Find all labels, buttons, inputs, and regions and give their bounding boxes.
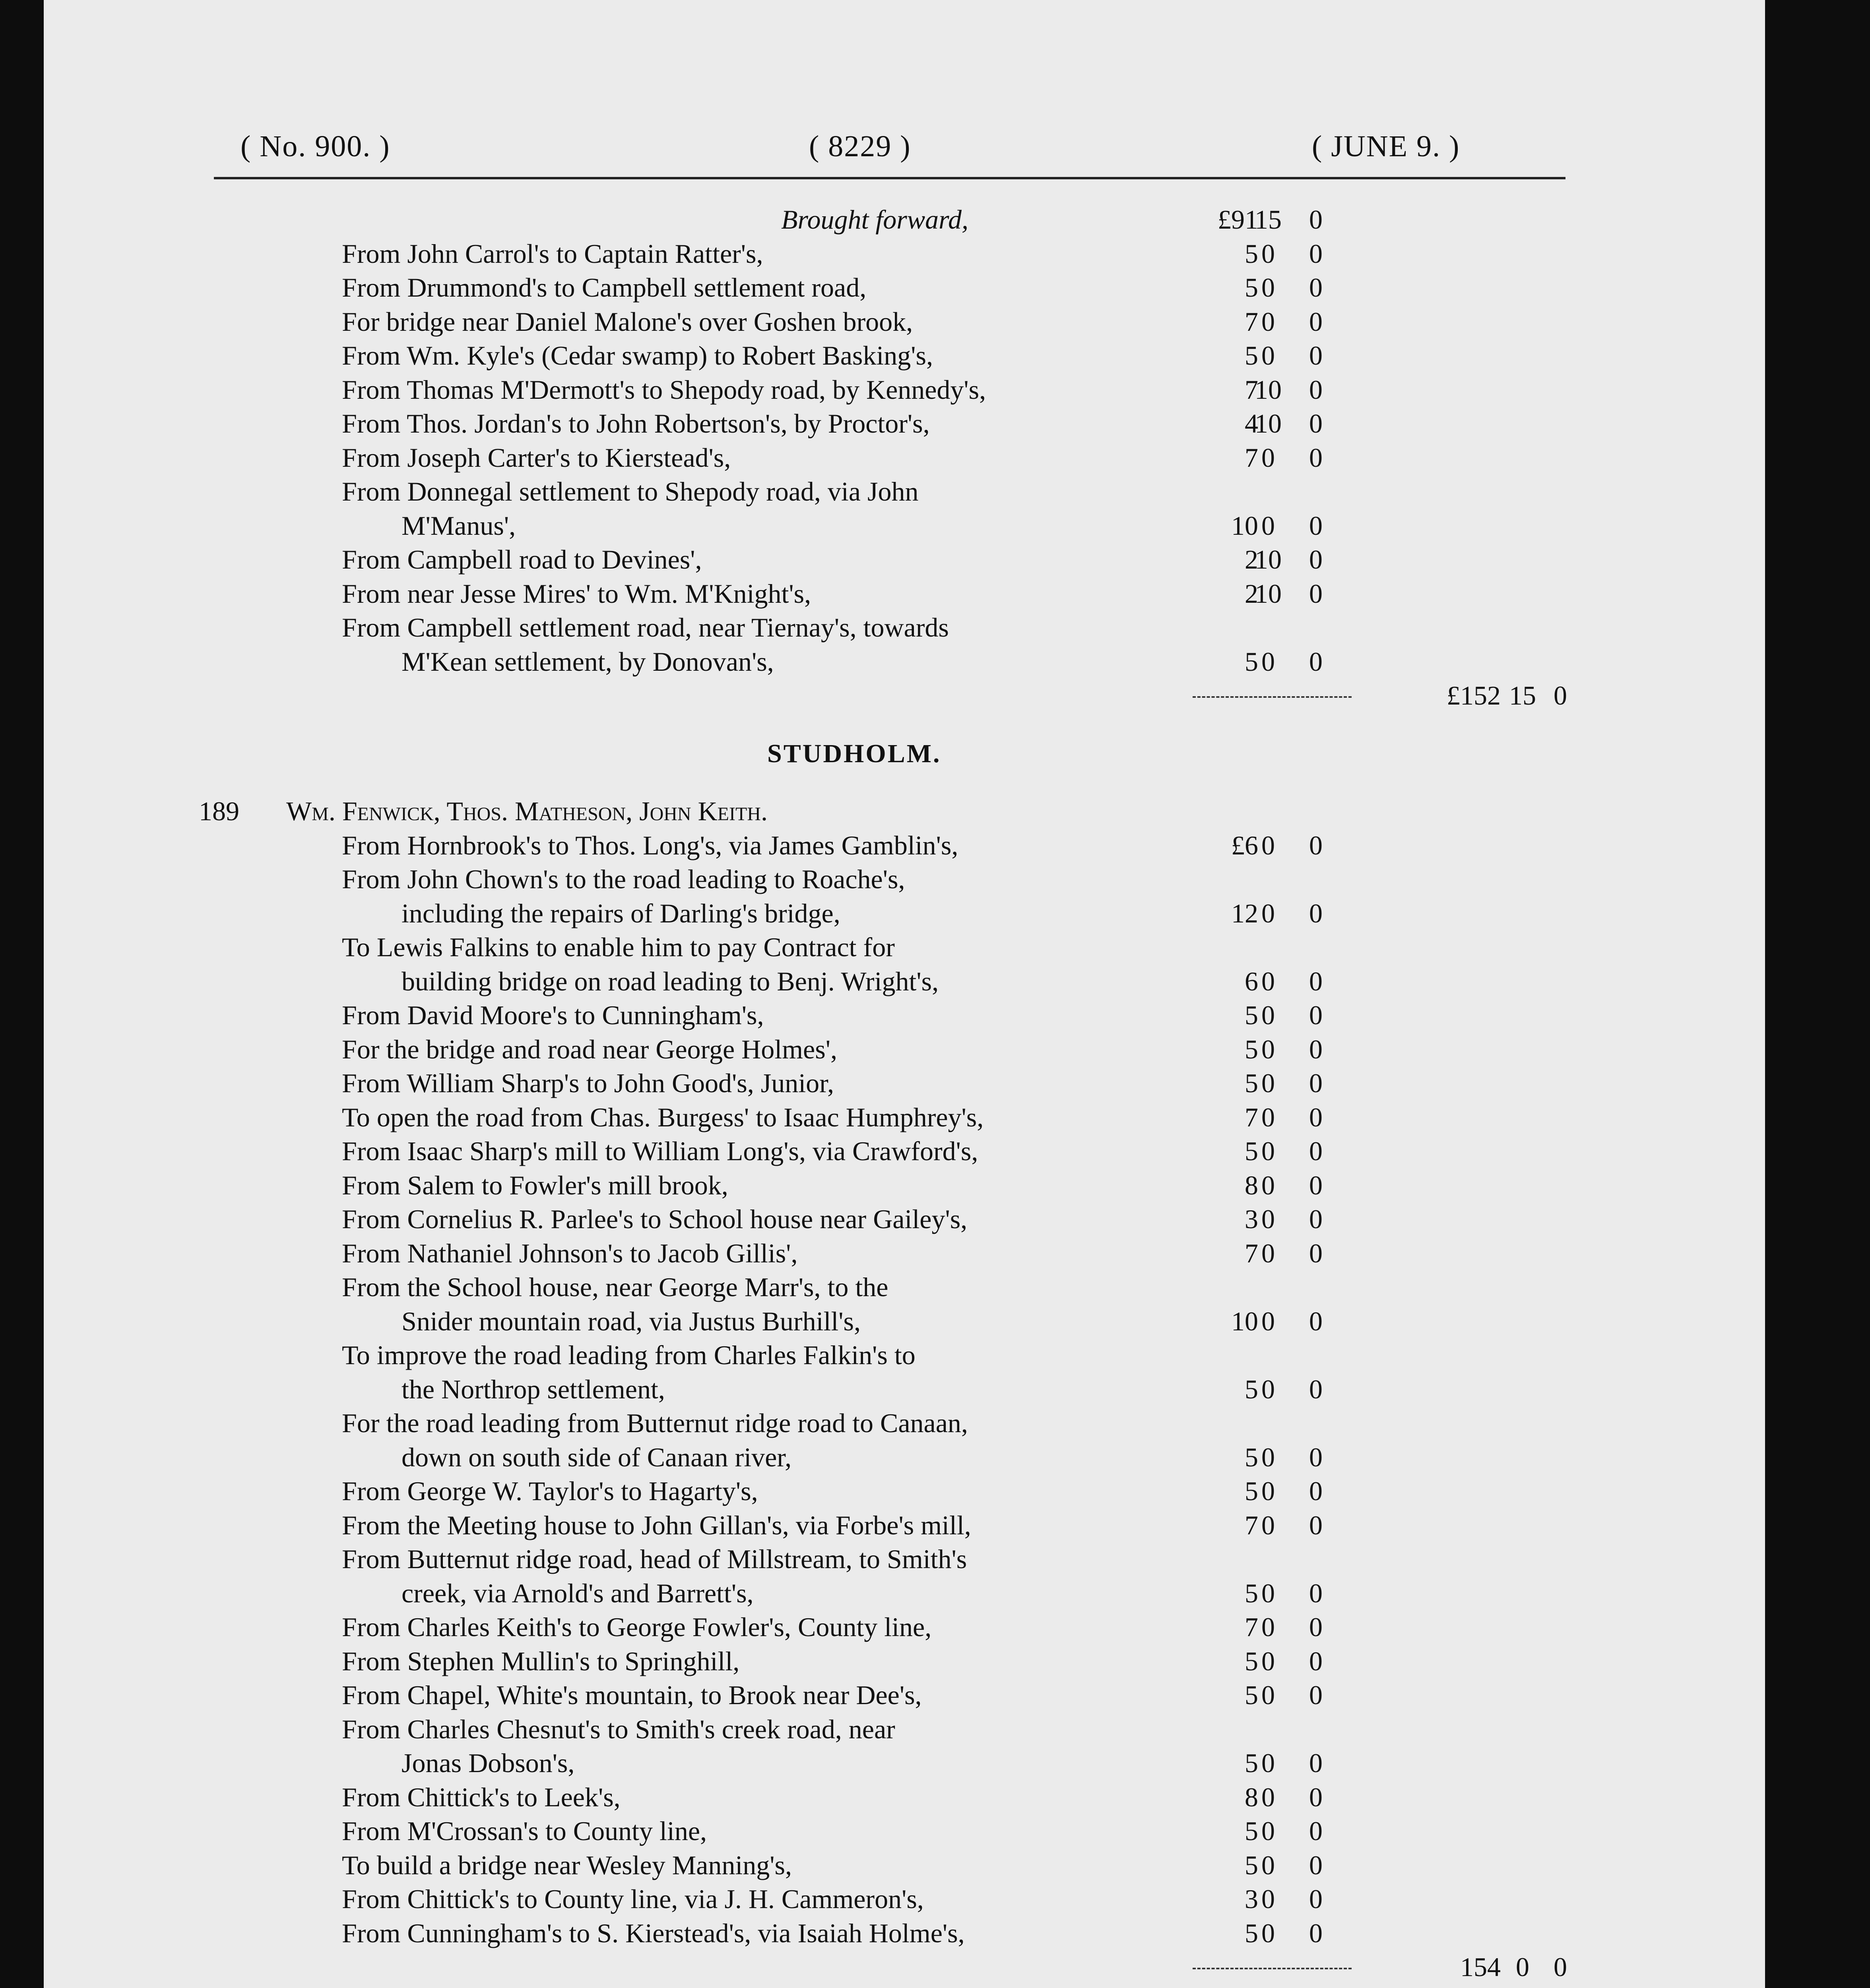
shillings: 0 bbox=[1261, 238, 1275, 269]
ledger-row bbox=[44, 373, 1765, 407]
item-description: From John Chown's to the road leading to Roache's, bbox=[342, 864, 905, 894]
item-description: From Cunningham's to S. Kierstead's, via Isaiah Holme's, bbox=[342, 1918, 965, 1948]
item-description: From Campbell road to Devines', bbox=[342, 544, 702, 575]
item-description: From Wm. Kyle's (Cedar swamp) to Robert Basking's, bbox=[342, 340, 933, 371]
item-description: From Chittick's to Leek's, bbox=[342, 1782, 621, 1812]
ledger-row bbox=[44, 577, 1765, 611]
pounds: 5 bbox=[1245, 1748, 1258, 1778]
pounds: 2 bbox=[1245, 578, 1258, 609]
ledger-row-continued bbox=[44, 645, 1765, 679]
item-description-continued: building bridge on road leading to Benj. Wright's, bbox=[402, 966, 939, 996]
pounds: 10 bbox=[1231, 1306, 1258, 1336]
ledger-row bbox=[44, 1101, 1765, 1135]
pence: 0 bbox=[1309, 1374, 1323, 1404]
pounds: 5 bbox=[1245, 1068, 1258, 1098]
page-number: ( 8229 ) bbox=[809, 130, 911, 163]
item-description-continued: including the repairs of Darling's bridge, bbox=[402, 898, 840, 928]
pence: 0 bbox=[1309, 1102, 1323, 1132]
ledger-row bbox=[44, 1644, 1765, 1679]
shillings: 0 bbox=[1261, 1476, 1275, 1506]
ledger-row bbox=[44, 271, 1765, 305]
ledger-row bbox=[44, 1610, 1765, 1644]
pence: 0 bbox=[1309, 510, 1323, 541]
pence: 0 bbox=[1309, 646, 1323, 677]
ledger-row-continued bbox=[44, 1576, 1765, 1611]
pounds: 5 bbox=[1245, 1850, 1258, 1880]
item-description-continued: down on south side of Canaan river, bbox=[402, 1442, 792, 1472]
pounds: 8 bbox=[1245, 1782, 1258, 1812]
pounds: 5 bbox=[1245, 1034, 1258, 1064]
pence: 0 bbox=[1309, 578, 1323, 609]
pence: 0 bbox=[1309, 1136, 1323, 1166]
pounds: 3 bbox=[1245, 1884, 1258, 1914]
shillings: 0 bbox=[1261, 1204, 1275, 1234]
pence: 0 bbox=[1309, 966, 1323, 996]
item-description: To improve the road leading from Charles Falkin's to bbox=[342, 1340, 916, 1370]
ledger-row bbox=[44, 1678, 1765, 1712]
pence: 0 bbox=[1309, 1918, 1323, 1948]
pence: 0 bbox=[1309, 1850, 1323, 1880]
total-row bbox=[44, 679, 1765, 713]
total-shillings: 15 bbox=[1509, 680, 1536, 711]
ledger-row bbox=[44, 1508, 1765, 1543]
pence: 0 bbox=[1309, 1612, 1323, 1642]
item-description: From Charles Keith's to George Fowler's, County line, bbox=[342, 1612, 932, 1642]
pounds: 5 bbox=[1245, 1136, 1258, 1166]
pence: 0 bbox=[1309, 1034, 1323, 1064]
ledger-row bbox=[44, 1033, 1765, 1067]
total-rule bbox=[1193, 696, 1352, 698]
ledger-row bbox=[44, 1542, 1765, 1576]
ledger-row bbox=[44, 1270, 1765, 1305]
pounds: 7 bbox=[1245, 1102, 1258, 1132]
pence: 0 bbox=[1309, 1646, 1323, 1676]
ledger-row bbox=[44, 998, 1765, 1033]
item-description: From Chittick's to County line, via J. H. Cammeron's, bbox=[342, 1884, 924, 1914]
shillings: 0 bbox=[1261, 1000, 1275, 1030]
shillings: 0 bbox=[1261, 1612, 1275, 1642]
ledger-row bbox=[44, 829, 1765, 863]
section-1-items bbox=[44, 237, 1765, 679]
total-pence: 0 bbox=[1554, 1952, 1567, 1982]
item-description-continued: creek, via Arnold's and Barrett's, bbox=[402, 1578, 754, 1608]
shillings: 0 bbox=[1261, 1238, 1275, 1268]
shillings: 0 bbox=[1261, 1102, 1275, 1132]
ledger-row bbox=[44, 1780, 1765, 1815]
item-description: From Charles Chesnut's to Smith's creek road, near bbox=[342, 1714, 895, 1744]
pence: 0 bbox=[1309, 1578, 1323, 1608]
shillings: 10 bbox=[1255, 374, 1282, 405]
shillings: 10 bbox=[1255, 408, 1282, 439]
brought-forward-row bbox=[44, 203, 1765, 237]
item-description: From Hornbrook's to Thos. Long's, via James Gamblin's, bbox=[342, 830, 958, 860]
item-description: From Nathaniel Johnson's to Jacob Gillis', bbox=[342, 1238, 798, 1268]
section-heading-studholm: STUDHOLM. bbox=[767, 739, 941, 768]
ledger-body bbox=[44, 203, 1765, 1988]
ledger-row-continued bbox=[44, 897, 1765, 931]
pounds: 2 bbox=[1245, 544, 1258, 575]
ledger-row bbox=[44, 543, 1765, 577]
ledger-row-continued bbox=[44, 965, 1765, 999]
shillings: 0 bbox=[1261, 1918, 1275, 1948]
pounds: £91 bbox=[1218, 204, 1258, 235]
item-description: From Drummond's to Campbell settlement road, bbox=[342, 272, 867, 303]
shillings: 0 bbox=[1261, 1034, 1275, 1064]
ledger-row bbox=[44, 1237, 1765, 1271]
pounds: 6 bbox=[1245, 966, 1258, 996]
item-description-continued: M'Manus', bbox=[402, 510, 516, 541]
date-label: ( JUNE 9. ) bbox=[1312, 130, 1460, 163]
item-description: From Isaac Sharp's mill to William Long's, via Crawford's, bbox=[342, 1136, 978, 1166]
shillings: 0 bbox=[1261, 1884, 1275, 1914]
pence: 0 bbox=[1309, 1884, 1323, 1914]
act-number: ( No. 900. ) bbox=[241, 130, 390, 163]
total-pence: 0 bbox=[1554, 680, 1567, 711]
shillings: 15 bbox=[1255, 204, 1282, 235]
pounds: 5 bbox=[1245, 1578, 1258, 1608]
shillings: 0 bbox=[1261, 1068, 1275, 1098]
item-description: From near Jesse Mires' to Wm. M'Knight's, bbox=[342, 578, 811, 609]
pence: 0 bbox=[1309, 1068, 1323, 1098]
ledger-row-continued bbox=[44, 509, 1765, 543]
entry-number: 189 bbox=[199, 796, 239, 826]
ledger-row bbox=[44, 1134, 1765, 1169]
header-rule bbox=[214, 177, 1565, 179]
item-description: From Butternut ridge road, head of Millstream, to Smith's bbox=[342, 1544, 967, 1574]
item-description: From George W. Taylor's to Hagarty's, bbox=[342, 1476, 758, 1506]
item-description-continued: M'Kean settlement, by Donovan's, bbox=[402, 646, 774, 677]
item-description: From Stephen Mullin's to Springhill, bbox=[342, 1646, 740, 1676]
studholm-items bbox=[44, 829, 1765, 1951]
pounds: 4 bbox=[1245, 408, 1258, 439]
pounds: 12 bbox=[1231, 898, 1258, 928]
shillings: 0 bbox=[1261, 646, 1275, 677]
ledger-row bbox=[44, 1474, 1765, 1508]
pounds: 10 bbox=[1231, 510, 1258, 541]
pence: 0 bbox=[1309, 1000, 1323, 1030]
shillings: 0 bbox=[1261, 1816, 1275, 1846]
ledger-row bbox=[44, 1882, 1765, 1916]
pounds: 7 bbox=[1245, 1510, 1258, 1540]
page-header bbox=[44, 129, 1765, 177]
item-description: To build a bridge near Wesley Manning's, bbox=[342, 1850, 792, 1880]
pounds: 7 bbox=[1245, 374, 1258, 405]
ledger-row bbox=[44, 862, 1765, 897]
pence: 0 bbox=[1309, 374, 1323, 405]
shillings: 0 bbox=[1261, 272, 1275, 303]
pence: 0 bbox=[1309, 898, 1323, 928]
pence: 0 bbox=[1309, 1782, 1323, 1812]
item-description: To Lewis Falkins to enable him to pay Contract for bbox=[342, 932, 895, 962]
ledger-row bbox=[44, 1202, 1765, 1237]
item-description: From Thomas M'Dermott's to Shepody road, by Kennedy's, bbox=[342, 374, 986, 405]
ledger-row bbox=[44, 930, 1765, 965]
document-page bbox=[44, 0, 1765, 1988]
pence: 0 bbox=[1309, 1306, 1323, 1336]
ledger-row bbox=[44, 407, 1765, 441]
ledger-row bbox=[44, 475, 1765, 509]
commissioners-row bbox=[44, 794, 1765, 829]
shillings: 0 bbox=[1261, 1850, 1275, 1880]
shillings: 0 bbox=[1261, 1442, 1275, 1472]
shillings: 0 bbox=[1261, 306, 1275, 337]
shillings: 0 bbox=[1261, 1578, 1275, 1608]
ledger-row bbox=[44, 1848, 1765, 1883]
brought-forward-label: Brought forward, bbox=[781, 204, 969, 235]
pence: 0 bbox=[1309, 1680, 1323, 1710]
total-shillings: 0 bbox=[1516, 1952, 1529, 1982]
pence: 0 bbox=[1309, 544, 1323, 575]
pence: 0 bbox=[1309, 830, 1323, 860]
item-description-continued: Snider mountain road, via Justus Burhill's, bbox=[402, 1306, 861, 1336]
item-description-continued: the Northrop settlement, bbox=[402, 1374, 665, 1404]
pounds: 5 bbox=[1245, 1000, 1258, 1030]
ledger-row-continued bbox=[44, 1441, 1765, 1475]
item-description-continued: Jonas Dobson's, bbox=[402, 1748, 575, 1778]
ledger-row bbox=[44, 1916, 1765, 1951]
total-pounds: 154 bbox=[1460, 1952, 1501, 1982]
shillings: 0 bbox=[1261, 1306, 1275, 1336]
ledger-row bbox=[44, 1169, 1765, 1203]
shillings: 0 bbox=[1261, 1646, 1275, 1676]
shillings: 0 bbox=[1261, 1510, 1275, 1540]
pounds: 8 bbox=[1245, 1170, 1258, 1200]
pence: 0 bbox=[1309, 408, 1323, 439]
item-description: For the road leading from Butternut ridge road to Canaan, bbox=[342, 1408, 968, 1438]
ledger-row-continued bbox=[44, 1373, 1765, 1407]
item-description: From John Carrol's to Captain Ratter's, bbox=[342, 238, 763, 269]
pounds: 3 bbox=[1245, 1204, 1258, 1234]
item-description: From William Sharp's to John Good's, Junior, bbox=[342, 1068, 834, 1098]
pounds: 5 bbox=[1245, 340, 1258, 371]
pence: 0 bbox=[1309, 1816, 1323, 1846]
pounds: 5 bbox=[1245, 238, 1258, 269]
pence: 0 bbox=[1309, 1238, 1323, 1268]
pence: 0 bbox=[1309, 204, 1323, 235]
commissioners: Wm. Fenwick, Thos. Matheson, John Keith. bbox=[286, 796, 768, 826]
ledger-row bbox=[44, 441, 1765, 475]
pounds: 7 bbox=[1245, 1612, 1258, 1642]
item-description: From David Moore's to Cunningham's, bbox=[342, 1000, 764, 1030]
pounds: £6 bbox=[1231, 830, 1258, 860]
item-description: From Joseph Carter's to Kierstead's, bbox=[342, 442, 731, 473]
shillings: 0 bbox=[1261, 898, 1275, 928]
pounds: 7 bbox=[1245, 306, 1258, 337]
pounds: 5 bbox=[1245, 1646, 1258, 1676]
pence: 0 bbox=[1309, 1476, 1323, 1506]
section-heading-row bbox=[44, 737, 1765, 771]
item-description: From Campbell settlement road, near Tiernay's, towards bbox=[342, 612, 949, 643]
pence: 0 bbox=[1309, 1170, 1323, 1200]
ledger-row bbox=[44, 1712, 1765, 1747]
pence: 0 bbox=[1309, 306, 1323, 337]
pounds: 5 bbox=[1245, 272, 1258, 303]
shillings: 0 bbox=[1261, 1170, 1275, 1200]
item-description: From the Meeting house to John Gillan's, via Forbe's mill, bbox=[342, 1510, 971, 1540]
pence: 0 bbox=[1309, 272, 1323, 303]
item-description: From the School house, near George Marr's, to the bbox=[342, 1272, 888, 1302]
ledger-row bbox=[44, 237, 1765, 271]
pounds: 5 bbox=[1245, 1442, 1258, 1472]
shillings: 0 bbox=[1261, 1782, 1275, 1812]
total-pounds: £152 bbox=[1447, 680, 1501, 711]
shillings: 10 bbox=[1255, 544, 1282, 575]
shillings: 0 bbox=[1261, 340, 1275, 371]
shillings: 0 bbox=[1261, 1136, 1275, 1166]
shillings: 0 bbox=[1261, 442, 1275, 473]
pounds: 5 bbox=[1245, 1374, 1258, 1404]
pence: 0 bbox=[1309, 238, 1323, 269]
item-description: For the bridge and road near George Holmes', bbox=[342, 1034, 837, 1064]
pounds: 5 bbox=[1245, 1918, 1258, 1948]
item-description: From M'Crossan's to County line, bbox=[342, 1816, 707, 1846]
shillings: 0 bbox=[1261, 966, 1275, 996]
ledger-row bbox=[44, 611, 1765, 645]
item-description: For bridge near Daniel Malone's over Goshen brook, bbox=[342, 306, 913, 337]
pounds: 5 bbox=[1245, 1476, 1258, 1506]
ledger-row bbox=[44, 1814, 1765, 1848]
shillings: 0 bbox=[1261, 1748, 1275, 1778]
pence: 0 bbox=[1309, 442, 1323, 473]
ledger-row-continued bbox=[44, 1746, 1765, 1780]
item-description: From Cornelius R. Parlee's to School house near Gailey's, bbox=[342, 1204, 968, 1234]
pounds: 5 bbox=[1245, 1680, 1258, 1710]
ledger-row bbox=[44, 305, 1765, 339]
ledger-row bbox=[44, 339, 1765, 373]
ledger-row bbox=[44, 1338, 1765, 1373]
item-description: To open the road from Chas. Burgess' to Isaac Humphrey's, bbox=[342, 1102, 984, 1132]
total-row bbox=[44, 1950, 1765, 1984]
pounds: 5 bbox=[1245, 646, 1258, 677]
shillings: 10 bbox=[1255, 578, 1282, 609]
item-description: From Salem to Fowler's mill brook, bbox=[342, 1170, 728, 1200]
pounds: 5 bbox=[1245, 1816, 1258, 1846]
pence: 0 bbox=[1309, 1748, 1323, 1778]
shillings: 0 bbox=[1261, 1680, 1275, 1710]
shillings: 0 bbox=[1261, 830, 1275, 860]
item-description: From Chapel, White's mountain, to Brook near Dee's, bbox=[342, 1680, 922, 1710]
pounds: 7 bbox=[1245, 442, 1258, 473]
shillings: 0 bbox=[1261, 510, 1275, 541]
total-rule bbox=[1193, 1968, 1352, 1969]
shillings: 0 bbox=[1261, 1374, 1275, 1404]
pence: 0 bbox=[1309, 340, 1323, 371]
item-description: From Thos. Jordan's to John Robertson's, by Proctor's, bbox=[342, 408, 930, 439]
item-description: From Donnegal settlement to Shepody road, via John bbox=[342, 476, 919, 507]
ledger-row bbox=[44, 1066, 1765, 1101]
pence: 0 bbox=[1309, 1204, 1323, 1234]
pence: 0 bbox=[1309, 1510, 1323, 1540]
pence: 0 bbox=[1309, 1442, 1323, 1472]
ledger-row bbox=[44, 1406, 1765, 1441]
ledger-row-continued bbox=[44, 1305, 1765, 1339]
pounds: 7 bbox=[1245, 1238, 1258, 1268]
